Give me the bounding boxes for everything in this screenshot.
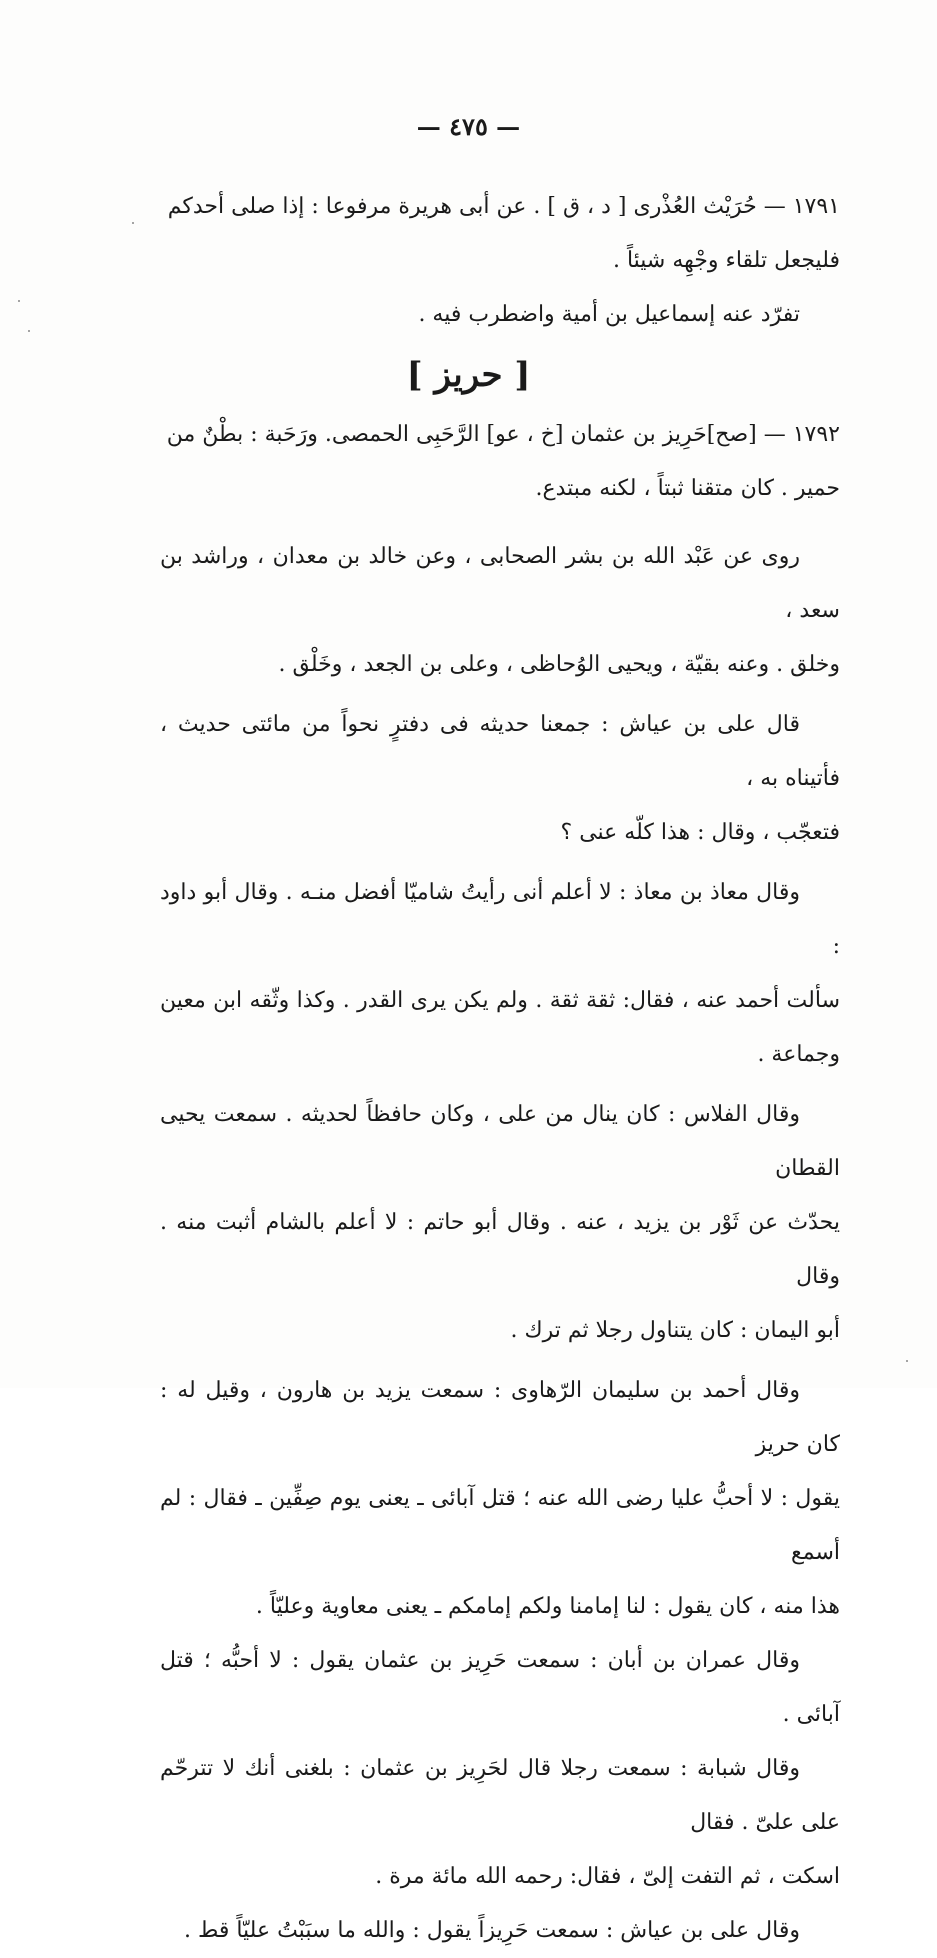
entry-1792-line: وخلق . وعنه بقيّة ، ويحيى الوُحاظى ، وعلى بن الجعد ، وخَلْق . xyxy=(278,652,840,677)
entry-1792-line: سألت أحمد عنه ، فقال: ثقة ثقة . ولم يكن يرى القدر . وكذا وثّقه ابن معين وجماعة . xyxy=(160,988,840,1067)
page-number: — ٤٧٥ — xyxy=(416,112,521,141)
scan-speck xyxy=(906,1360,908,1362)
entry-1792-line: ١٧٩٢ — [صح]حَرِيز بن عثمان [خ ، عو] الرَّحَبِى الحمصى. ورَحَبة : بطْنٌ من xyxy=(166,422,840,447)
entry-1792-line: يقول : لا أحبُّ عليا رضى الله عنه ؛ قتل آبائى ـ يعنى يوم صِفِّين ـ فقال : لم أسمع xyxy=(160,1486,840,1565)
entry-1792-line: حمير . كان متقنا ثبتاً ، لكنه مبتدع. xyxy=(535,476,840,501)
scan-speck xyxy=(28,330,30,332)
entry-1792 xyxy=(160,408,840,1958)
entry-1792-line: وقال الفلاس : كان ينال من على ، وكان حافظاً لحديثه . سمعت يحيى القطان xyxy=(160,1102,840,1181)
entry-1792-line: وقال شبابة : سمعت رجلا قال لحَرِيز بن عثمان : بلغنى أنك لا تترحّم على علىّ . فقال xyxy=(160,1756,840,1835)
entry-1792-line: روى عن عَبْد الله بن بشر الصحابى ، وعن خالد بن معدان ، وراشد بن سعد ، xyxy=(160,544,840,623)
section-heading: [ حريز ] xyxy=(406,355,531,395)
scan-speck xyxy=(18,300,20,302)
entry-1791-note: تفرّد عنه إسماعيل بن أمية واضطرب فيه . xyxy=(418,302,800,327)
entry-1792-line: قال على بن عياش : جمعنا حديثه فى دفترٍ نحواً من مائتى حديث ، فأتيناه به ، xyxy=(160,712,840,791)
entry-1792-line: اسكت ، ثم التفت إلىّ ، فقال: رحمه الله مائة مرة . xyxy=(375,1864,840,1889)
entry-1792-line: وقال عمران بن أبان : سمعت حَرِيز بن عثمان يقول : لا أحبُّه ؛ قتل آبائى . xyxy=(160,1648,840,1727)
entry-1792-line: أبو اليمان : كان يتناول رجلا ثم ترك . xyxy=(510,1318,840,1343)
entry-1792-line: وقال معاذ بن معاذ : لا أعلم أنى رأيتُ شاميّا أفضل منـه . وقال أبو داود : xyxy=(160,880,840,959)
scan-speck xyxy=(132,222,134,224)
entry-1792-line: وقال على بن عياش : سمعت حَرِيزاً يقول : والله ما سبَبْتُ عليّاً قط . xyxy=(183,1918,800,1943)
entry-1791 xyxy=(160,180,840,342)
entry-1791-line-1: ١٧٩١ — حُرَيْث العُذْرى [ د ، ق ] . عن أبى هريرة مرفوعا : إذا صلى أحدكم xyxy=(167,194,840,219)
entry-1791-line-2: فليجعل تلقاء وجْهِه شيئاً . xyxy=(612,248,840,273)
entry-1792-line: هذا منه ، كان يقول : لنا إمامنا ولكم إمامكم ـ يعنى معاوية وعليّاً . xyxy=(255,1594,840,1619)
entry-1792-line: فتعجّب ، وقال : هذا كلّه عنى ؟ xyxy=(560,820,840,845)
entry-1792-line: وقال أحمد بن سليمان الرّهاوى : سمعت يزيد بن هارون ، وقيل له : كان حريز xyxy=(160,1378,840,1457)
entry-1792-line: يحدّث عن ثَوْر بن يزيد ، عنه . وقال أبو حاتم : لا أعلم بالشام أثبت منه . وقال xyxy=(160,1210,840,1289)
